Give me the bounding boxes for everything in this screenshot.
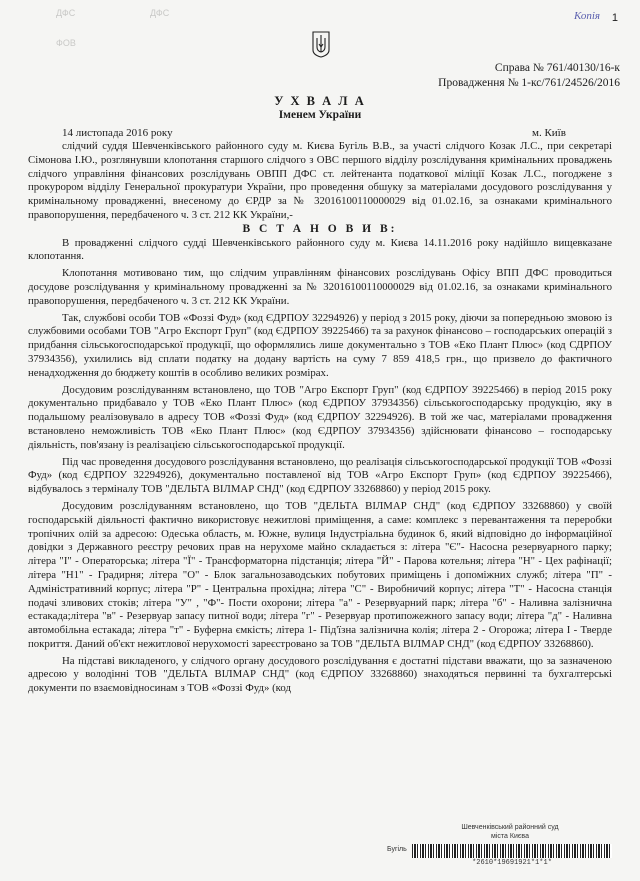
document-body [28,140,612,696]
body-paragraph: На підставі викладеного, у слідчого органу досудового розслідування є достатні підстави вважати, що за зазначеною адресою у володінні ТОВ "ДЕЛЬТА ВІЛМАР СНД" (код ЄДРПОУ 33268860) знаходяться первинні та бухгалтерські документи по взаємовідносинам з ТОВ «Фоззі Фуд» (код [28,654,612,695]
court-stamp [410,823,610,841]
body-paragraph: Досудовим розслідуванням встановлено, що ТОВ "ДЕЛЬТА ВІЛМАР СНД" (код ЄДРПОУ 33268860) у своїй господарській діяльності фактично використовує нежитлові приміщення, а саме: комплекс з перевантаження та переробки тропічних олій за адресою: Одеська область, м. Южне, вулиця Індустріальна будинок 6, який відповідно до інформаційної довідки з Державного реєстру речових прав на нерухоме майно складається з: літера "Є"- Насосна резервуарного парку; літера "І" - Операторська; літера "Ї" - Трансформаторна підстанція; літера "Й" - Парова котельня; літера "Н" - Цех рафінації; літера "Н1" - Градирня; літера "О" - Блок загальнозаводських побутових приміщень і допоміжних служб; літера "П" - Адміністративний корпус; літера "Р" - Центральна прохідна; літера "С" - Виробничий корпус; літера "Т" - Насосна станція подачі зливових стоків; літера "У" , "Ф"- Пости охорони; літера "а" - Резервуарний парк; літера "б" - Наливна залізнична естакада;літера "в" - Резервуар запасу питної води; літера "г" - Резервуар протипожежного запасу води; літера "д" - Наливна автомобільна естакада; літера "т" - Буферна ємкість; літера 1- Під'їзна залізнична колія; літера 2 - Огорожа; літера І - Тверде покриття. Даний об'єкт нежитлової нерухомості зареєстровано за ТОВ "ДЕЛЬТА ВІЛМАР СНД" (код ЄДРПОУ 33268860). [28,499,612,650]
intro-paragraph: слідчий суддя Шевченківського районного суду м. Києва Бугіль В.В., за участі слідчого Козак Л.С., при секретарі Сімонова І.Ю., розглянувши клопотання старшого слідчого з ОВС першого відділу розслідування кримінальних проваджень слідчого управління фінансових розслідувань ОВПП ДФС ст. лейтенанта податкової міліції Козак Л.С., погоджене з прокурором відділу Генеральної прокуратури України, про проведення обшуку за матеріалами досудового розслідування у кримінальному провадженні, внесеному до ЄРДР за № 32016100110000029 від 01.02.16, за ознаками кримінального правопорушення, передбаченого ч. 3 ст. 212 КК України,- [28,140,612,221]
faint-mark: ФОВ [56,38,76,48]
barcode-number: *2610*19691921*1*1* [472,859,552,867]
court-stamp-line: Шевченківський районний суд [461,824,559,831]
document-date: 14 листопада 2016 року [62,127,173,139]
faint-mark: ДФС [56,8,76,18]
document-subtitle: Іменем України [278,109,362,121]
court-stamp-line: міста Києва [491,833,529,840]
body-paragraph: Так, службові особи ТОВ «Фоззі Фуд» (код ЄДРПОУ 32294926) у період з 2015 року, діючи за попередньою змовою із службовими особами ТОВ "Агро Експорт Груп" (код ЄДРПОУ 39225466) та за рахунок фінансово – господарських операцій з придбання сільськогосподарської продукції, що оформлялись лише документально з ТОВ «Еко Плант Плюс» (код СДРПОУ 37934356), ухилились від сплати податку на додану вартість на суму 7 859 418,5 грн., що призвело до фактичного ненадходження до бюджету коштів в особливо великих розмірах. [28,311,612,379]
body-paragraph: Досудовим розслідуванням встановлено, що ТОВ "Агро Експорт Груп" (код ЄДРПОУ 39225466) в період 2015 року документально придбавало у ТОВ «Еко Плант Плюс» (код ЄДРПОУ 37934356) сільськогосподарську продукцію, яку в подальшому реалізовувало в адресу ТОВ «Фоззі Фуд» (код ЄДРПОУ 32294926). В той же час, матеріалами провадження встановлено неможливість ТОВ «Еко Плант Плюс» (код ЄДРПОУ 37934356) здійснювати фінансово – господарську діяльність, пов'язану із реалізацією сільськогосподарської продукції. [28,383,612,451]
document-city: м. Київ [532,127,566,139]
handwritten-copy-mark: Копія [573,10,600,22]
body-paragraph: В провадженні слідчого судді Шевченківського районного суду м. Києва 14.11.2016 року надійшло вищевказане клопотання. [28,236,612,263]
barcode-icon [412,844,612,858]
body-paragraph: Клопотання мотивовано тим, що слідчим управлінням фінансових розслідувань Офісу ВПП ДФС проводиться досудове розслідування у кримінальному провадженні за № 32016100110000029 від 01.02.16, за ознаками кримінального правопорушення, передбаченого ч. 3 ст. 212 КК України. [28,267,612,307]
established-heading: В С Т А Н О В И В: [242,222,398,235]
page-number: 1 [611,12,618,24]
faint-mark: ДФС [150,8,170,18]
coat-of-arms-icon [312,30,330,58]
barcode-label: Бугіль [387,846,407,853]
proceeding-number: Провадження № 1-кс/761/24526/2016 [438,77,620,89]
document-title: У Х В А Л А [274,94,366,108]
body-paragraph: Під час проведення досудового розслідування встановлено, що реалізація сільськогосподарської продукції ТОВ «Фоззі Фуд» (код ЄДРПОУ 32294926), документально поставленої від ТОВ «Агро Експорт Груп» (код ЄДРПОУ 39225466), відбувалось з терміналу ТОВ "ДЕЛЬТА ВІЛМАР СНД" (код ЄДРПОУ 33268860) у період 2015 року. [28,455,612,496]
case-number: Справа № 761/40130/16-к [494,62,620,74]
